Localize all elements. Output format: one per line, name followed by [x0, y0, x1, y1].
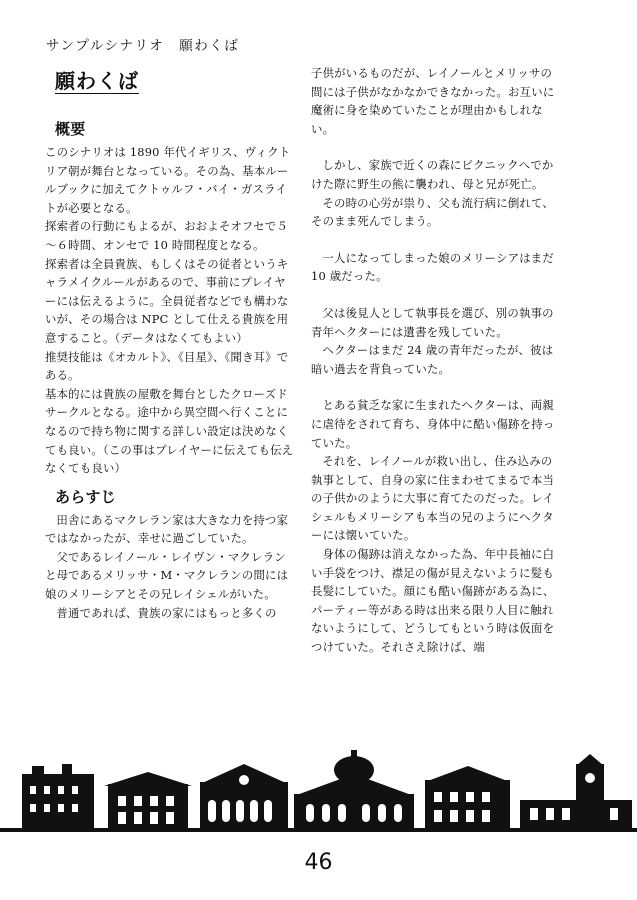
- page-number: 46: [304, 850, 333, 875]
- synopsis-paragraph: 父であるレイノール・レイヴン・マクレランと母であるメリッサ・M・マクレランの間には娘のメリーシアとその兄レイシェルがいた。: [45, 549, 289, 602]
- synopsis-paragraph: 普通であれば、貴族の家にはもっと多くの: [56, 605, 277, 620]
- right-column: [311, 64, 559, 657]
- body-paragraph: 身体の傷跡は消えなかった為、年中長袖に白い手袋をつけ、襟足の傷が見えないように髪も長髪にしていた。顔にも酷い傷跡がある為に、パーティー等がある時は出来る限り人目に触れないようにして、どうしてもという時は仮面をつけていた。それさえ除けば、端: [311, 547, 555, 655]
- synopsis-paragraph: 田舎にあるマクレラン家は大きな力を持つ家ではなかったが、幸せに過ごしていた。: [45, 512, 289, 546]
- running-header: サンプルシナリオ 願わくば: [46, 38, 240, 54]
- chapter-title: 願わくば: [55, 69, 139, 93]
- left-column: [45, 64, 295, 622]
- body-paragraph: 父は後見人として執事長を選び、別の執事の青年ヘクターには遺書を残していた。: [311, 305, 554, 339]
- body-paragraph: 一人になってしまった娘のメリーシアはまだ 10 歳だった。: [311, 250, 554, 284]
- body-paragraph: その時の心労が祟り、父も流行病に倒れて、そのまま死んでしまう。: [311, 195, 554, 229]
- body-paragraph: ヘクターはまだ 24 歳の青年だったが、彼は暗い過去を背負っていた。: [311, 343, 554, 376]
- overview-paragraph: 推奨技能は《オカルト》、《目星》、《聞き耳》である。: [45, 349, 289, 383]
- overview-paragraph: 探索者は全員貴族、もしくはその従者というキャラメイクルールがあるので、事前にプレイヤーには伝えるように。全員従者などでも構わないが、その場合は NPC として仕える貴族を用意すること。（データはなくてもよい）: [45, 256, 289, 345]
- building-skyline-illustration: [0, 750, 637, 835]
- body-paragraph: 子供がいるものだが、レイノールとメリッサの間には子供がなかなかできなかった。お互いに魔術に身を染めていたことが理由かもしれない。: [311, 66, 555, 136]
- overview-paragraph: 探索者の行動にもよるが、おおよそオフセで５～６時間、オンセで 10 時間程度となる。: [45, 219, 288, 252]
- overview-paragraph: 基本的には貴族の屋敷を舞台としたクローズドサークルとなる。途中から異空間へ行くことになるので持ち物に関する詳しい設定は決めなくても良い。（この事はプレイヤーに伝えても伝えなくても良い）: [45, 386, 294, 476]
- body-paragraph: とある貧乏な家に生まれたヘクターは、両親に虐待をされて育ち、身体中に酷い傷跡を持っていた。: [311, 398, 555, 450]
- overview-paragraph: このシナリオは 1890 年代イギリス、ヴィクトリア朝が舞台となっている。その為、基本ルールブックに加えてクトゥルフ・バイ・ガスライトが必要となる。: [45, 145, 291, 215]
- body-paragraph: しかし、家族で近くの森にピクニックへでかけた際に野生の熊に襲われ、母と兄が死亡。: [311, 158, 554, 191]
- overview-heading: 概要: [55, 120, 86, 138]
- body-paragraph: それを、レイノールが救い出し、住み込みの執事として、自身の家に住まわせてまるで本当の子供かのように大事に育てたのだった。レイシェルもメリーシアも本当の兄のようにヘクターには懐いていた。: [311, 454, 555, 543]
- synopsis-heading: あらすじ: [55, 487, 116, 506]
